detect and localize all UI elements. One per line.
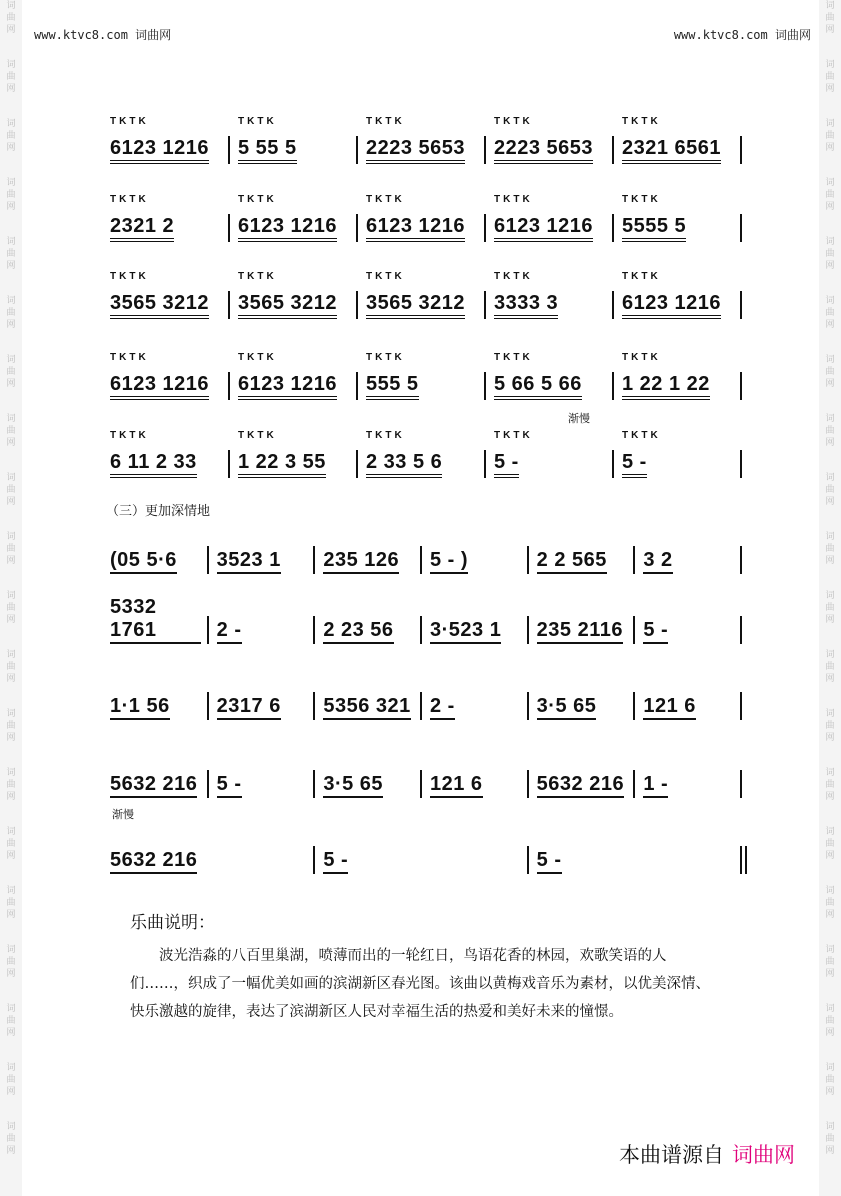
bar-line — [207, 616, 209, 644]
score-measure — [110, 598, 201, 658]
measure-notes: 2223 5653 — [494, 137, 593, 164]
measure-notes: 6123 1216 — [238, 215, 337, 242]
measure-notes: 2 - — [430, 695, 455, 720]
score-line — [100, 528, 760, 588]
measure-notes: 5 - — [537, 849, 562, 874]
measure-notes: 5356 321 — [323, 695, 410, 720]
side-watermark-glyphs: 词 曲 网 — [6, 886, 16, 920]
measure-notes: 2 33 5 6 — [366, 451, 442, 478]
score-measure — [430, 598, 521, 658]
score-measure — [238, 196, 350, 256]
tonguing-label: TKTK — [238, 271, 277, 282]
score-measure — [110, 432, 222, 492]
tonguing-label: TKTK — [494, 116, 533, 127]
side-watermark-glyphs: 词 曲 网 — [825, 1063, 835, 1097]
bar-line — [740, 846, 742, 874]
score-measure — [430, 674, 521, 734]
bar-line — [420, 770, 422, 798]
score-measure — [217, 528, 308, 588]
tonguing-label: TKTK — [110, 352, 149, 363]
bar-line — [633, 616, 635, 644]
bar-line — [633, 770, 635, 798]
bar-line — [527, 546, 529, 574]
score-measure — [622, 354, 734, 414]
measure-notes: 5 - — [622, 451, 647, 478]
watermark-site: www.ktvc8.com — [34, 28, 128, 42]
score-measure — [238, 432, 350, 492]
measure-notes: 6123 1216 — [622, 292, 721, 319]
measure-notes: 5632 216 — [110, 849, 197, 874]
side-watermark-glyphs: 词 曲 网 — [6, 532, 16, 566]
side-watermark-glyphs: 词 曲 网 — [6, 650, 16, 684]
measure-notes: 121 6 — [643, 695, 696, 720]
tonguing-label: TKTK — [622, 116, 661, 127]
tonguing-label: TKTK — [110, 194, 149, 205]
bar-line — [228, 136, 230, 164]
measure-notes: 2 2 565 — [537, 549, 607, 574]
score-measure — [110, 354, 222, 414]
bar-line — [527, 846, 529, 874]
score-measure — [110, 273, 222, 333]
source-prefix: 本曲谱源自 — [619, 1143, 724, 1167]
watermark-name: 词曲网 — [774, 28, 811, 42]
side-watermark-glyphs: 词 曲 网 — [825, 709, 835, 743]
tonguing-label: TKTK — [622, 271, 661, 282]
bar-line — [207, 692, 209, 720]
side-watermark-glyphs: 词 曲 网 — [825, 886, 835, 920]
bar-line — [633, 546, 635, 574]
score-line — [100, 674, 760, 734]
bar-line — [484, 291, 486, 319]
bar-line — [228, 214, 230, 242]
measure-notes: 2321 6561 — [622, 137, 721, 164]
measure-notes: 555 5 — [366, 373, 419, 400]
measure-notes: 2223 5653 — [366, 137, 465, 164]
score-measure — [430, 752, 521, 812]
bar-line — [612, 136, 614, 164]
measure-notes: 6123 1216 — [238, 373, 337, 400]
score-measure — [622, 432, 734, 492]
score-measure — [537, 598, 628, 658]
bar-line — [356, 291, 358, 319]
bar-line — [420, 616, 422, 644]
bar-line — [356, 372, 358, 400]
score-line — [100, 273, 760, 333]
measure-notes: 1 22 3 55 — [238, 451, 326, 478]
measure-notes: (05 5·6 — [110, 549, 177, 574]
tonguing-label: TKTK — [366, 430, 405, 441]
side-watermark-glyphs: 词 曲 网 — [825, 591, 835, 625]
side-watermark-glyphs: 词 曲 网 — [6, 355, 16, 389]
score-measure — [494, 432, 606, 492]
measure-notes: 5632 216 — [110, 773, 197, 798]
tonguing-label: TKTK — [110, 430, 149, 441]
score-measure — [110, 196, 222, 256]
score-measure — [238, 118, 350, 178]
side-watermark-glyphs: 词 曲 网 — [6, 945, 16, 979]
bar-line — [356, 136, 358, 164]
score-measure — [110, 752, 201, 812]
bar-line — [740, 372, 742, 400]
tonguing-label: TKTK — [622, 430, 661, 441]
bar-line — [484, 450, 486, 478]
bar-line — [612, 372, 614, 400]
measure-notes: 3·523 1 — [430, 619, 501, 644]
bar-line — [527, 770, 529, 798]
bar-line — [420, 692, 422, 720]
measure-notes: 3·5 65 — [323, 773, 383, 798]
tonguing-label: TKTK — [622, 352, 661, 363]
score-measure — [494, 118, 606, 178]
side-watermark-glyphs: 词 曲 网 — [825, 1, 835, 35]
score-measure — [643, 598, 734, 658]
tonguing-label: TKTK — [110, 116, 149, 127]
measure-notes: 2 - — [217, 619, 242, 644]
bar-line — [356, 450, 358, 478]
side-watermark-glyphs: 词 曲 网 — [825, 178, 835, 212]
tonguing-label: TKTK — [110, 271, 149, 282]
measure-notes: 235 2116 — [537, 619, 623, 644]
tonguing-label: TKTK — [622, 194, 661, 205]
score-measure — [323, 674, 414, 734]
measure-notes: 5 - — [217, 773, 242, 798]
tonguing-label: TKTK — [238, 194, 277, 205]
measure-notes: 2317 6 — [217, 695, 281, 720]
score-line — [100, 432, 760, 492]
measure-notes: 5 - — [323, 849, 348, 874]
tonguing-label: TKTK — [494, 194, 533, 205]
bar-line — [612, 214, 614, 242]
bar-line — [740, 616, 742, 644]
side-watermark-glyphs: 词 曲 网 — [6, 473, 16, 507]
tonguing-label: TKTK — [238, 116, 277, 127]
score-measure — [323, 828, 520, 888]
measure-notes: 1 - — [643, 773, 668, 798]
side-watermark-glyphs: 词 曲 网 — [6, 237, 16, 271]
bar-line — [740, 136, 742, 164]
side-watermark-glyphs: 词 曲 网 — [825, 355, 835, 389]
score-measure — [622, 196, 734, 256]
bar-line — [356, 214, 358, 242]
side-watermark-glyphs: 词 曲 网 — [6, 296, 16, 330]
measure-notes: 3·5 65 — [537, 695, 597, 720]
bar-line — [612, 291, 614, 319]
side-watermark-glyphs: 词 曲 网 — [825, 532, 835, 566]
score-measure — [494, 354, 606, 414]
score-measure — [217, 752, 308, 812]
tonguing-label: TKTK — [366, 194, 405, 205]
score-measure — [366, 354, 478, 414]
bar-line — [740, 692, 742, 720]
tempo-mark-slowing: 渐慢 — [568, 412, 590, 425]
measure-notes: 5 - ) — [430, 549, 468, 574]
measure-notes: 3565 3212 — [366, 292, 465, 319]
tonguing-label: TKTK — [366, 271, 405, 282]
bar-line — [484, 214, 486, 242]
bar-line — [207, 546, 209, 574]
score-measure — [217, 674, 308, 734]
score-measure — [643, 674, 734, 734]
score-line — [100, 354, 760, 414]
side-watermark-glyphs: 词 曲 网 — [825, 60, 835, 94]
bar-line — [313, 846, 315, 874]
measure-notes: 3 2 — [643, 549, 672, 574]
measure-notes: 3333 3 — [494, 292, 558, 319]
side-watermark-glyphs: 词 曲 网 — [6, 60, 16, 94]
score-measure — [238, 354, 350, 414]
score-line — [100, 598, 760, 658]
source-credit — [619, 1139, 795, 1169]
measure-notes: 3565 3212 — [238, 292, 337, 319]
header-watermark-left — [34, 26, 171, 43]
score-measure — [366, 432, 478, 492]
measure-notes: 6123 1216 — [110, 137, 209, 164]
side-watermark-glyphs: 词 曲 网 — [6, 1004, 16, 1038]
measure-notes: 235 126 — [323, 549, 399, 574]
score-measure — [537, 528, 628, 588]
score-measure — [323, 752, 414, 812]
tempo-mark-slowing: 渐慢 — [112, 808, 134, 821]
header-watermark-right — [674, 26, 811, 43]
measure-notes: 2321 2 — [110, 215, 174, 242]
side-watermark-glyphs: 词 曲 网 — [825, 1122, 835, 1156]
tonguing-label: TKTK — [366, 116, 405, 127]
bar-line — [313, 546, 315, 574]
side-watermark-glyphs: 词 曲 网 — [825, 1004, 835, 1038]
score-measure — [217, 598, 308, 658]
measure-notes: 5555 5 — [622, 215, 686, 242]
measure-notes: 5332 1761 — [110, 596, 201, 644]
score-line — [100, 828, 760, 888]
tonguing-label: TKTK — [494, 271, 533, 282]
bar-line — [228, 450, 230, 478]
score-measure — [366, 273, 478, 333]
bar-line — [612, 450, 614, 478]
side-watermark-glyphs: 词 曲 网 — [6, 1122, 16, 1156]
bar-line — [740, 291, 742, 319]
side-watermark-glyphs: 词 曲 网 — [825, 237, 835, 271]
side-watermark-glyphs: 词 曲 网 — [825, 414, 835, 448]
side-watermark-glyphs: 词 曲 网 — [6, 768, 16, 802]
score-measure — [494, 273, 606, 333]
bar-line — [313, 616, 315, 644]
side-watermark-glyphs: 词 曲 网 — [825, 650, 835, 684]
measure-notes: 6123 1216 — [494, 215, 593, 242]
measure-notes: 5 - — [643, 619, 668, 644]
bar-line — [633, 692, 635, 720]
side-watermark-glyphs: 词 曲 网 — [825, 768, 835, 802]
side-watermark-glyphs: 词 曲 网 — [6, 119, 16, 153]
bar-line — [484, 136, 486, 164]
score-measure — [110, 828, 307, 888]
bar-line — [740, 214, 742, 242]
bar-line — [740, 546, 742, 574]
measure-notes: 3523 1 — [217, 549, 281, 574]
score-measure — [238, 273, 350, 333]
measure-notes: 5 55 5 — [238, 137, 297, 164]
side-watermark-glyphs: 词 曲 网 — [6, 1063, 16, 1097]
score-measure — [643, 752, 734, 812]
score-measure — [323, 528, 414, 588]
bar-line — [527, 616, 529, 644]
bar-line — [527, 692, 529, 720]
score-measure — [537, 828, 734, 888]
tonguing-label: TKTK — [238, 352, 277, 363]
measure-notes: 2 23 56 — [323, 619, 393, 644]
measure-notes: 6123 1216 — [366, 215, 465, 242]
measure-notes: 5 66 5 66 — [494, 373, 582, 400]
bar-line — [313, 692, 315, 720]
side-watermark-glyphs: 词 曲 网 — [6, 178, 16, 212]
explanation-title: 乐曲说明： — [130, 913, 215, 933]
side-watermark-glyphs: 词 曲 网 — [6, 827, 16, 861]
watermark-name: 词曲网 — [135, 28, 172, 42]
side-watermark-glyphs: 词 曲 网 — [6, 1, 16, 35]
side-watermark-glyphs: 词 曲 网 — [825, 827, 835, 861]
explanation-body: 波光浩淼的八百里巢湖，喷薄而出的一轮红日，鸟语花香的林园，欢歌笑语的人们……，织成了一幅优美如画的滨湖新区春光图。该曲以黄梅戏音乐为素材，以优美深情、快乐激越的旋律，表达了滨湖新区人民对幸福生活的热爱和美好未来的憧憬。 — [130, 948, 710, 1020]
score-measure — [110, 674, 201, 734]
score-measure — [494, 196, 606, 256]
right-watermark-strip — [819, 0, 841, 1196]
watermark-site: www.ktvc8.com — [673, 28, 768, 42]
score-measure — [323, 598, 414, 658]
measure-notes: 3565 3212 — [110, 292, 209, 319]
score-measure — [622, 273, 734, 333]
side-watermark-glyphs: 词 曲 网 — [825, 473, 835, 507]
bar-line — [740, 770, 742, 798]
side-watermark-glyphs: 词 曲 网 — [6, 591, 16, 625]
bar-line — [228, 372, 230, 400]
tonguing-label: TKTK — [366, 352, 405, 363]
bar-line — [420, 546, 422, 574]
score-measure — [537, 674, 628, 734]
side-watermark-glyphs: 词 曲 网 — [825, 945, 835, 979]
score-measure — [643, 528, 734, 588]
side-watermark-glyphs: 词 曲 网 — [825, 296, 835, 330]
measure-notes: 1 22 1 22 — [622, 373, 710, 400]
measure-notes: 121 6 — [430, 773, 483, 798]
tonguing-label: TKTK — [494, 430, 533, 441]
bar-line — [740, 450, 742, 478]
score-measure — [366, 196, 478, 256]
side-watermark-glyphs: 词 曲 网 — [6, 709, 16, 743]
score-measure — [366, 118, 478, 178]
side-watermark-glyphs: 词 曲 网 — [825, 119, 835, 153]
section-title: （三）更加深情地 — [106, 504, 211, 519]
bar-line — [484, 372, 486, 400]
bar-line — [313, 770, 315, 798]
score-measure — [110, 528, 201, 588]
score-measure — [622, 118, 734, 178]
side-watermark-glyphs: 词 曲 网 — [6, 414, 16, 448]
score-measure — [537, 752, 628, 812]
score-measure — [430, 528, 521, 588]
score-line — [100, 196, 760, 256]
measure-notes: 5 - — [494, 451, 519, 478]
score-line — [100, 752, 760, 812]
left-watermark-strip — [0, 0, 22, 1196]
measure-notes: 5632 216 — [537, 773, 624, 798]
bar-line — [228, 291, 230, 319]
source-brand[interactable]: 词曲网 — [732, 1143, 795, 1167]
measure-notes: 1·1 56 — [110, 695, 170, 720]
measure-notes: 6 11 2 33 — [110, 451, 197, 478]
bar-line — [207, 770, 209, 798]
score-line — [100, 118, 760, 178]
measure-notes: 6123 1216 — [110, 373, 209, 400]
tonguing-label: TKTK — [494, 352, 533, 363]
score-measure — [110, 118, 222, 178]
tonguing-label: TKTK — [238, 430, 277, 441]
